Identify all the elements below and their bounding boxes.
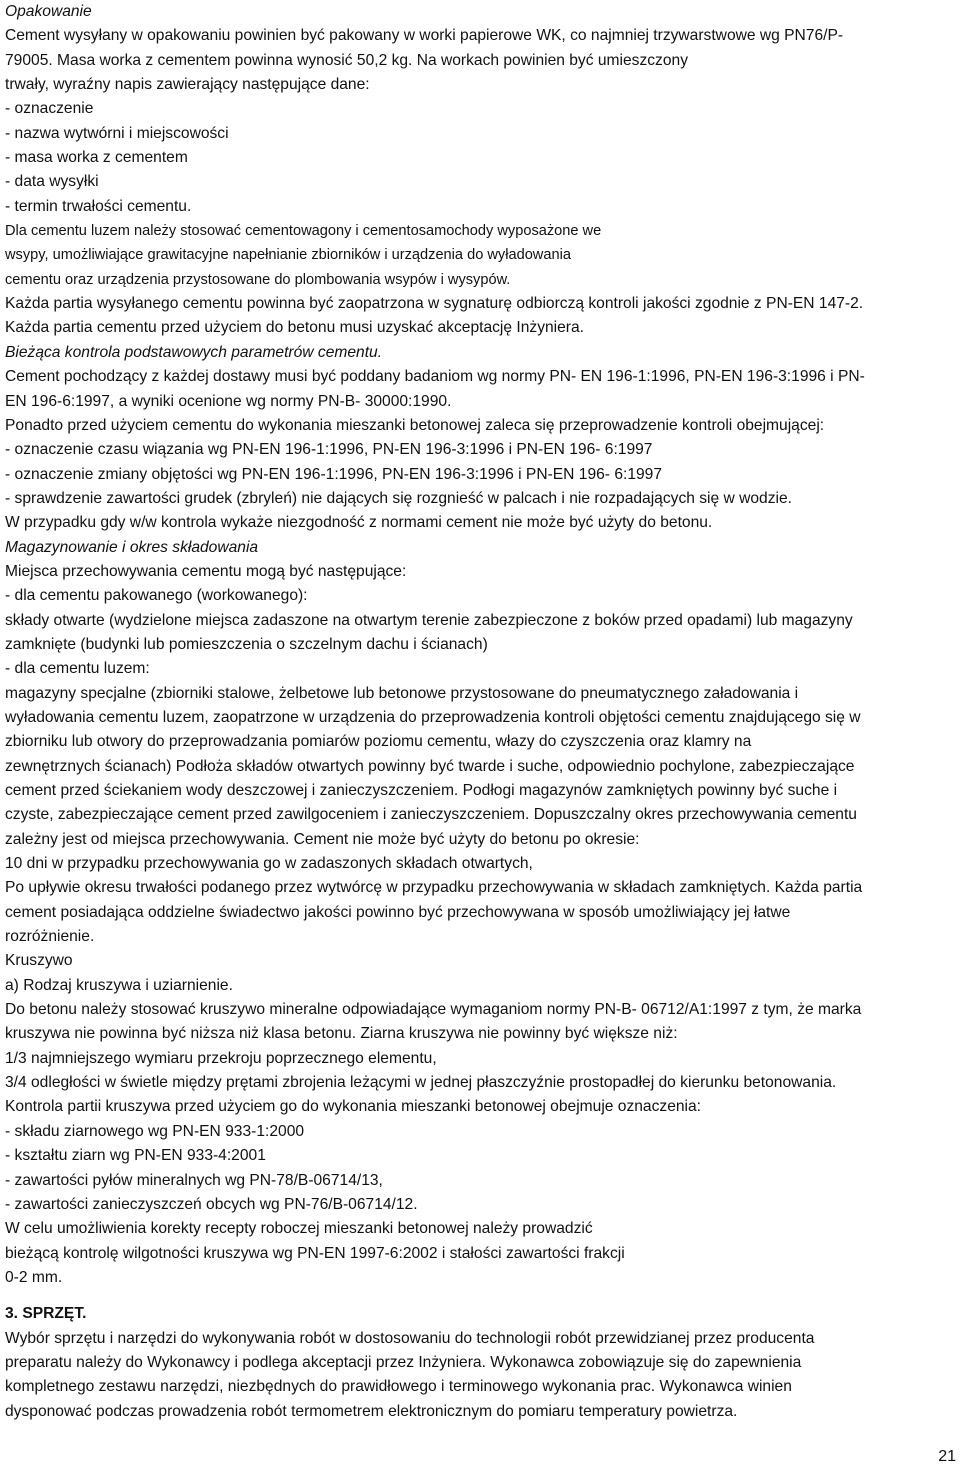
paragraph-line: Cement pochodzący z każdej dostawy musi być poddany badaniom wg normy PN- EN 196-1:1996, PN-EN 196-3:1996 i PN- [5, 368, 865, 386]
paragraph-line: preparatu należy do Wykonawcy i podlega akceptacji przez Inżyniera. Wykonawca zobowiązuje się do zapewnienia [5, 1353, 802, 1371]
section-packaging [5, 0, 955, 341]
list-item: - dla cementu luzem: [5, 660, 150, 678]
paragraph-line: 3/4 odległości w świetle między prętami zbrojenia leżącymi w jednej płaszczyźnie prostopadłej do kierunku betonowania. [5, 1074, 837, 1092]
list-item: - oznaczenie [5, 100, 94, 118]
list-item: - składu ziarnowego wg PN-EN 933-1:2000 [5, 1122, 305, 1140]
section-control [5, 341, 955, 536]
list-item: - oznaczenie czasu wiązania wg PN-EN 196-1:1996, PN-EN 196-3:1996 i PN-EN 196- 6:1997 [5, 441, 653, 459]
section-heading: Magazynowanie i okres składowania [5, 538, 259, 556]
paragraph-line: bieżącą kontrolę wilgotności kruszywa wg PN-EN 1997-6:2002 i stałości zawartości frakcji [5, 1244, 625, 1262]
paragraph-line: Wybór sprzętu i narzędzi do wykonywania robót w dostosowaniu do technologii robót przewidzianej przez producenta [5, 1329, 815, 1347]
section-heading: Kruszywo [5, 952, 73, 970]
paragraph-line: zależny jest od miejsca przechowywania. Cement nie może być użyty do betonu po okresie: [5, 830, 640, 848]
list-item: - termin trwałości cementu. [5, 197, 192, 215]
paragraph-line: W przypadku gdy w/w kontrola wykaże niezgodność z normami cement nie może być użyty do betonu. [5, 514, 713, 532]
paragraph-line: 1/3 najmniejszego wymiaru przekroju poprzecznego elementu, [5, 1049, 437, 1067]
paragraph-line: Ponadto przed użyciem cementu do wykonania mieszanki betonowej zaleca się przeprowadzenie kontroli obejmującej: [5, 416, 825, 434]
paragraph-line: składy otwarte (wydzielone miejsca zadaszone na otwartym terenie zabezpieczone z boków przed opadami) lub magazyny [5, 611, 853, 629]
page-number: 21 [938, 1448, 956, 1465]
section-equipment [5, 1302, 955, 1424]
list-item: - nazwa wytwórni i miejscowości [5, 124, 229, 142]
paragraph-line: wsypy, umożliwiające grawitacyjne napełnianie zbiorników i urządzenia do wyładowania [5, 247, 571, 264]
list-item: - dla cementu pakowanego (workowanego): [5, 587, 308, 605]
section-heading: Bieżąca kontrola podstawowych parametrów cementu. [5, 343, 383, 361]
paragraph-line: zbiorniku lub otwory do przeprowadzania pomiarów poziomu cementu, włazy do czyszczenia oraz klamry na [5, 733, 752, 751]
paragraph-line: cementu oraz urządzenia przystosowane do plombowania wsypów i wysypów. [5, 271, 511, 288]
paragraph-line: Do betonu należy stosować kruszywo mineralne odpowiadające wymaganiom normy PN-B- 06712/A1:1997 z tym, że marka [5, 1001, 862, 1019]
list-item: - sprawdzenie zawartości grudek (zbryleń) nie dających się rozgnieść w palcach i nie rozpadających się w wodzie. [5, 489, 792, 507]
list-item: - data wysyłki [5, 173, 99, 191]
section-aggregate [5, 949, 955, 1290]
paragraph-line: Kontrola partii kruszywa przed użyciem go do wykonania mieszanki betonowej obejmuje oznaczenia: [5, 1098, 702, 1116]
document-page [5, 0, 955, 1424]
paragraph-line: 0-2 mm. [5, 1268, 63, 1286]
list-item: - zawartości zanieczyszczeń obcych wg PN-76/B-06714/12. [5, 1195, 418, 1213]
paragraph-line: kompletnego zestawu narzędzi, niezbędnych do prawidłowego i terminowego wykonania prac. Wykonawca winien [5, 1378, 792, 1396]
paragraph-line: Każda partia wysyłanego cementu powinna być zaopatrzona w sygnaturę odbiorczą kontroli jakości zgodnie z PN-EN 147-2. [5, 295, 864, 313]
section-heading: Opakowanie [5, 3, 92, 20]
list-item: - kształtu ziarn wg PN-EN 933-4:2001 [5, 1147, 266, 1165]
paragraph-line: cement posiadająca oddzielne świadectwo jakości powinno być przechowywana w sposób umożliwiający jej łatwe [5, 903, 791, 921]
paragraph-line: Cement wysyłany w opakowaniu powinien być pakowany w worki papierowe WK, co najmniej trzywarstwowe wg PN76/P- [5, 27, 844, 45]
paragraph-line: magazyny specjalne (zbiorniki stalowe, żelbetowe lub betonowe przystosowane do pneumatycznego załadowania i [5, 684, 799, 702]
paragraph-line: zewnętrznych ścianach) Podłoża składów otwartych powinny być twarde i suche, odpowiednio pochylone, zabezpieczające [5, 757, 855, 775]
paragraph-line: 10 dni w przypadku przechowywania go w zadaszonych składach otwartych, [5, 855, 533, 873]
paragraph-line: cement przed ściekaniem wody deszczowej i zanieczyszczeniem. Podłogi magazynów zamkniętych powinny być suche i [5, 782, 838, 799]
paragraph-line: Po upływie okresu trwałości podanego przez wytwórcę w przypadku przechowywania w składach zamkniętych. Każda partia [5, 879, 863, 897]
paragraph-line: Każda partia cementu przed użyciem do betonu musi uzyskać akceptację Inżyniera. [5, 319, 585, 337]
list-item: - masa worka z cementem [5, 149, 188, 167]
subsection-heading: a) Rodzaj kruszywa i uziarnienie. [5, 976, 233, 994]
section-spacer [5, 1290, 955, 1302]
paragraph-line: trwały, wyraźny napis zawierający następujące dane: [5, 76, 370, 94]
list-item: - zawartości pyłów mineralnych wg PN-78/B-06714/13, [5, 1171, 383, 1189]
paragraph-line: 79005. Masa worka z cementem powinna wynosić 50,2 kg. Na workach powinien być umieszczony [5, 51, 688, 69]
paragraph-line: Dla cementu luzem należy stosować cementowagony i cementosamochody wyposażone we [5, 223, 602, 240]
paragraph-line: zamknięte (budynki lub pomieszczenia o szczelnym dachu i ścianach) [5, 635, 488, 653]
paragraph-line: EN 196-6:1997, a wyniki ocenione wg normy PN-B- 30000:1990. [5, 392, 452, 410]
paragraph-line: wyładowania cementu luzem, zaopatrzone w urządzenia do przeprowadzenia kontroli objętości cementu znajdującego się w [5, 708, 861, 726]
paragraph-line: kruszywa nie powinna być niższa niż klasa betonu. Ziarna kruszywa nie powinny być większe niż: [5, 1025, 678, 1043]
section-storage [5, 536, 955, 950]
paragraph-line: dysponować podczas prowadzenia robót termometrem elektronicznym do pomiaru temperatury powietrza. [5, 1402, 738, 1420]
list-item: - oznaczenie zmiany objętości wg PN-EN 196-1:1996, PN-EN 196-3:1996 i PN-EN 196- 6:1997 [5, 465, 663, 483]
paragraph-line: rozróżnienie. [5, 928, 95, 946]
paragraph-line: czyste, zabezpieczające cement przed zawilgoceniem i zanieczyszczeniem. Dopuszczalny okres przechowywania cementu [5, 806, 857, 824]
section-heading: 3. SPRZĘT. [5, 1305, 87, 1323]
paragraph-line: Miejsca przechowywania cementu mogą być następujące: [5, 562, 407, 580]
paragraph-line: W celu umożliwienia korekty recepty roboczej mieszanki betonowej należy prowadzić [5, 1220, 593, 1238]
